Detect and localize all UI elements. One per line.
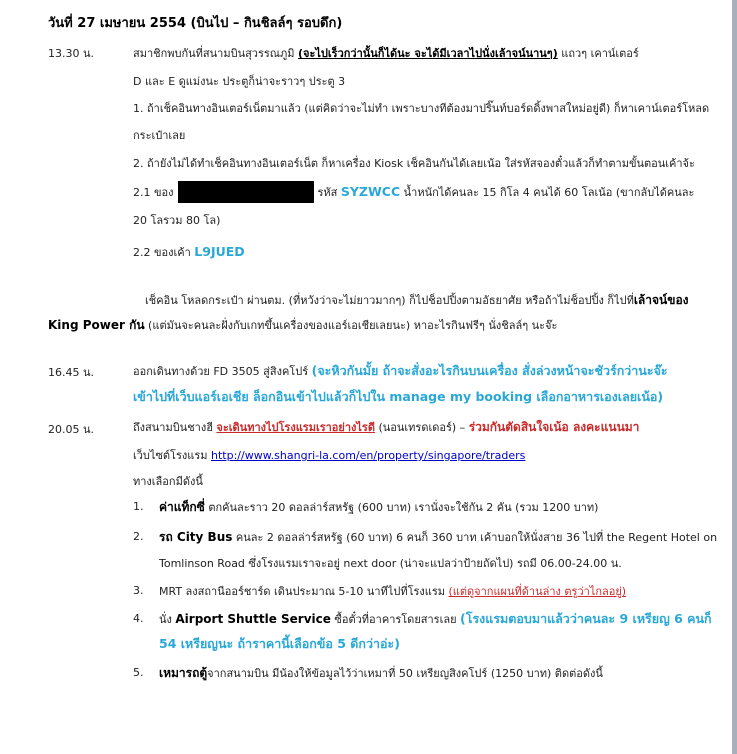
time-2005: 20.05 น. xyxy=(48,423,95,436)
s3-line2: เว็บไซต์โรงแรม http://www.shangri-la.com/en/property/singapore/traders xyxy=(133,449,526,462)
s3-line1: ถึงสนามบินชางฮี จะเดินทางไปโรงแรมเราอย่างไรดี (นอนเทรดเดอร์) – ร่วมกันตัดสินใจเน้อ ลงคะแนนมา xyxy=(133,420,640,434)
list-item-4-cont: 54 เหรียญนะ ถ้าราคานี้เลือกข้อ 5 ดีกว่าอ่ะ) xyxy=(159,636,400,651)
s1-line2: D และ E ดูแม่งนะ ประตูก็น่าจะราวๆ ประตู 3 xyxy=(133,75,346,88)
booking-code-1: SYZWCC xyxy=(340,184,401,199)
s2-line2: เข้าไปที่เว็บแอร์เอเชีย ล็อกอินเข้าไปแล้วก็ไปใน manage my booking เลือกอาหารเองเลยเน้อ) xyxy=(133,389,664,404)
list-item-4: นั่ง Airport Shuttle Service ซื้อตั๋วที่อาคารโดยสารเลย (โรงแรมตอบมาแล้วว่าคนละ 9 เหรียญ 6 คนก็ xyxy=(159,611,712,626)
time-1645: 16.45 น. xyxy=(48,366,95,379)
s1-line7: 20 โลรวม 80 โล) xyxy=(133,214,221,227)
redacted-block xyxy=(178,181,314,203)
s1-emphasis: (จะไปเร็วกว่านั้นก็ได้นะ จะได้มีเวลาไปนั่งเล้าจน์นานๆ) xyxy=(298,47,558,60)
list-number-1: 1. xyxy=(133,500,144,513)
s1-line6: 2.1 ของ รหัส SYZWCC น้ำหนักได้คนละ 15 กิโล 4 คนได้ 60 โลเน้อ (ขากลับได้คนละ xyxy=(133,181,694,203)
list-number-3: 3. xyxy=(133,584,144,597)
list-item-3: MRT ลงสถานีออร์ชาร์ด เดินประมาณ 5-10 นาทีไปที่โรงแรม (แต่ดูจากแผนที่ด้านล่าง ตรูว่าไกลอยู่) xyxy=(159,585,627,598)
list-item-5: เหมารถตู้จากสนามบิน มีน้องให้ข้อมูลไว้ว่าเหมาที่ 50 เหรียญสิงคโปร์ (1250 บาท) ติดต่อดังนี้ xyxy=(159,666,603,680)
list-number-2: 2. xyxy=(133,530,144,543)
list-item-2-cont: Tomlinson Road ซึ่งโรงแรมเราจะอยู่ next door (น่าจะแปลว่าป้ายถัดไป) รถมี 06.00-24.00 น. xyxy=(159,557,622,570)
s1-line5: 2. ถ้ายังไม่ได้ทำเช็คอินทางอินเตอร์เน็ต ก็หาเครื่อง Kiosk เช็คอินกันได้เลยเน้อ ใส่รหัสจองตั๋วแล้วก็ทำตามขั้นตอนเค้าจ้ะ xyxy=(133,157,695,170)
s1-line10: King Power กัน (แต่มันจะคนละฝั่งกับเกทขึ้นเครื่องของแอร์เอเชียเลยนะ) หาอะไรกินฟรีๆ นั่งชิลล์ๆ นะจ๊ะ xyxy=(48,318,558,332)
time-1330: 13.30 น. xyxy=(48,47,95,60)
list-item-2: รถ City Bus คนละ 2 ดอลล่าร์สหรัฐ (60 บาท) 6 คนก็ 360 บาท เค้าบอกให้นั่งสาย 36 ไปที่ the Regent Hotel on xyxy=(159,530,718,544)
booking-code-2: L9JUED xyxy=(194,244,245,259)
document-right-edge xyxy=(732,0,737,754)
page-title: วันที่ 27 เมษายน 2554 (บินไป – กินชิลล์ๆ รอบดึก) xyxy=(48,16,343,31)
s1-line8: 2.2 ของเค้า L9JUED xyxy=(133,244,245,259)
s1-line9: เช็คอิน โหลดกระเป๋า ผ่านตม. (ที่หวังว่าจะไม่ยาวมากๆ) ก็ไปช็อปปิ้งตามอัธยาศัย หรือถ้าไม่ช็อปปิ้ง ก็ไปที่เล้าจน์ของ xyxy=(145,293,689,307)
hotel-link[interactable]: http://www.shangri-la.com/en/property/singapore/traders xyxy=(211,449,526,462)
list-number-5: 5. xyxy=(133,666,144,679)
s1-line3: 1. ถ้าเช็คอินทางอินเตอร์เน็ตมาแล้ว (แต่คิดว่าจะไม่ทำ เพราะบางทีต้องมาปริ๊นท์บอร์ดดิ้งพาสใหม่อยู่ดี) ก็หาเคาน์เตอร์โหลด xyxy=(133,102,710,115)
s3-line3: ทางเลือกมีดังนี้ xyxy=(133,475,203,488)
s2-line1: ออกเดินทางด้วย FD 3505 สู่สิงคโปร์ (จะหิวกันมั้ย ถ้าจะสั่งอะไรกินบนเครื่อง สั่งล่วงหน้าจะชัวร์กว่านะจ๊ะ xyxy=(133,363,668,378)
list-number-4: 4. xyxy=(133,612,144,625)
s1-line1: สมาชิกพบกันที่สนามบินสุวรรณภูมิ (จะไปเร็วกว่านั้นก็ได้นะ จะได้มีเวลาไปนั่งเล้าจน์นานๆ) แถวๆ เคาน์เตอร์ xyxy=(133,47,639,60)
list-item-1: ค่าแท็กซี่ ตกคันละราว 20 ดอลล่าร์สหรัฐ (600 บาท) เรานั่งจะใช้กัน 2 คัน (รวม 1200 บาท) xyxy=(159,500,599,514)
s1-line4: กระเป๋าเลย xyxy=(133,129,186,142)
